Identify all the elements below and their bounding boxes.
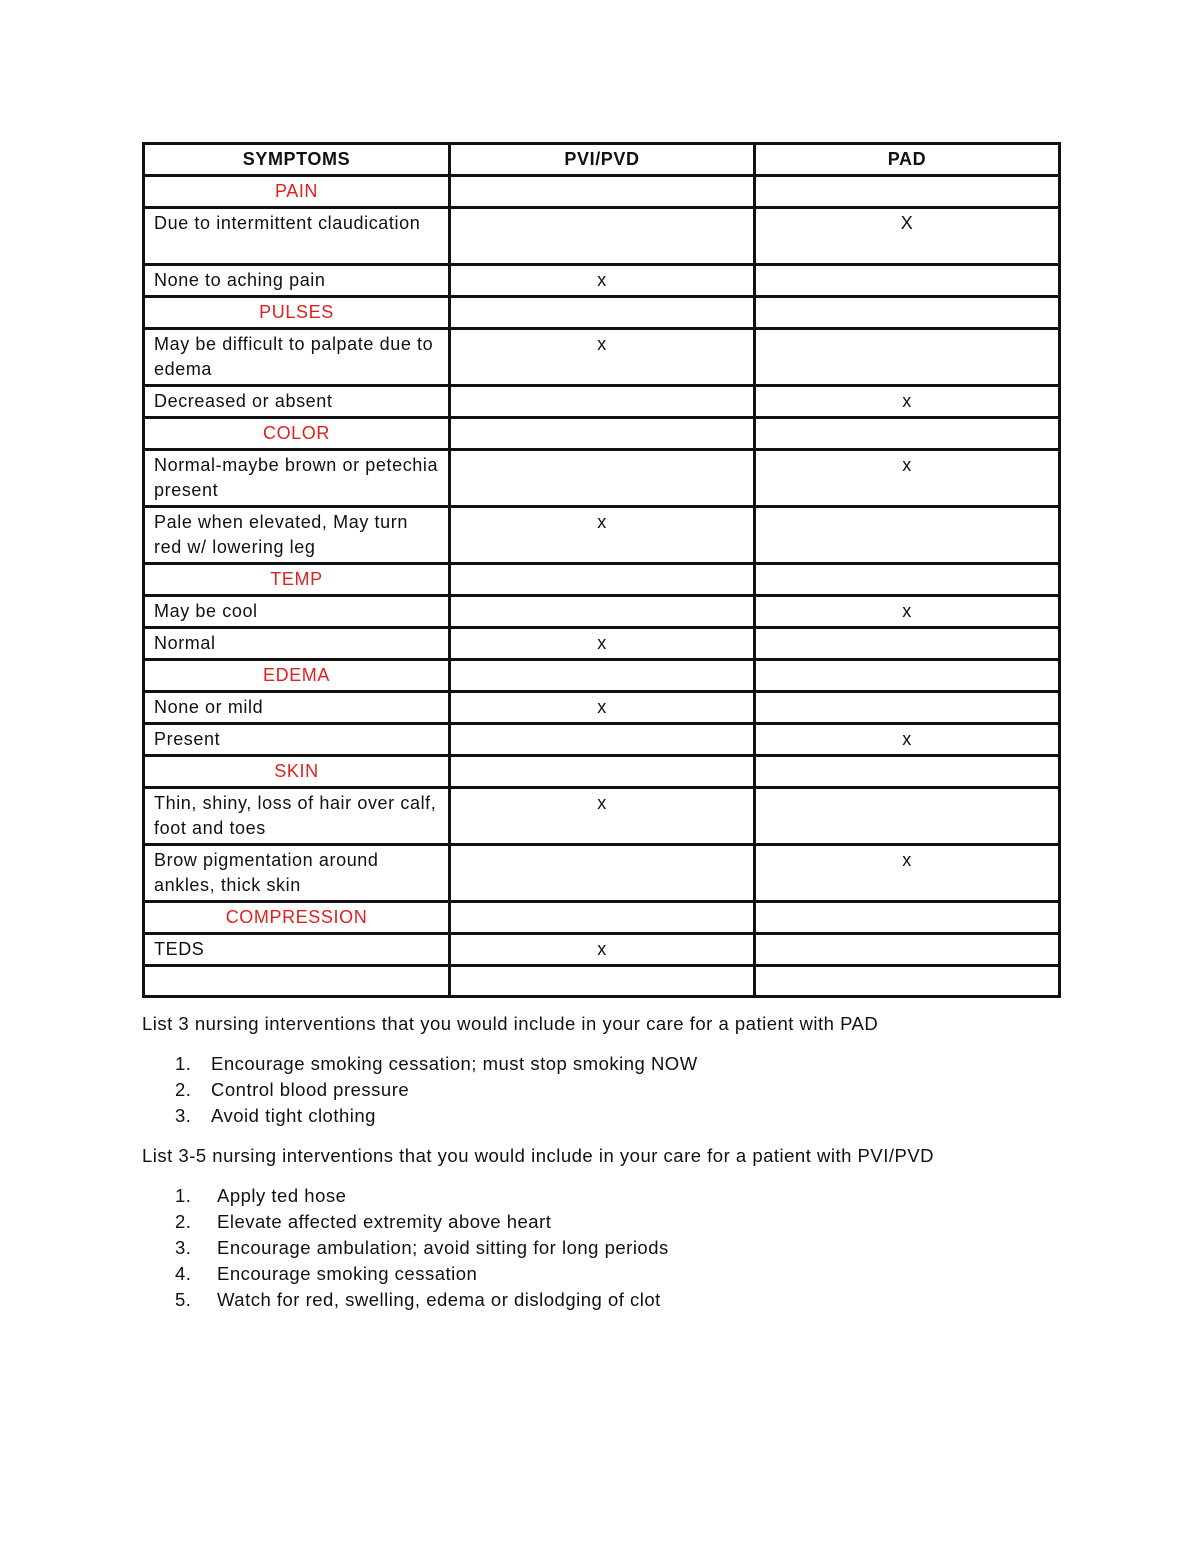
pad-mark-cell [755,692,1060,724]
table-row [144,692,1060,724]
list-item [142,1103,1102,1129]
empty-cell [755,418,1060,450]
pad-mark-cell: x [755,450,1060,507]
pvi-mark-cell: x [450,788,755,845]
empty-cell [450,176,755,208]
empty-cell [450,756,755,788]
pad-mark-cell: x [755,724,1060,756]
pad-mark-cell [755,788,1060,845]
pad-mark-cell [755,329,1060,386]
list-item [142,1261,1102,1287]
pvi-mark-cell [450,845,755,902]
symptom-cell: May be difficult to palpate due to edema [144,329,450,386]
pvi-mark-cell: x [450,628,755,660]
list-text: Watch for red, swelling, edema or dislodging of clot [217,1289,661,1310]
table-body [144,176,1060,997]
empty-cell [450,297,755,329]
pvi-mark-cell [450,386,755,418]
empty-cell [450,660,755,692]
empty-cell [450,902,755,934]
empty-cell [755,756,1060,788]
table-row [144,596,1060,628]
list-number: 3. [175,1237,192,1258]
table-header-row [144,144,1060,176]
pad-interventions-list [142,1051,1102,1129]
empty-cell [755,297,1060,329]
empty-cell [450,418,755,450]
list-item [142,1077,1102,1103]
symptom-cell: Thin, shiny, loss of hair over calf, foot and toes [144,788,450,845]
category-row [144,564,1060,596]
pad-mark-cell [755,966,1060,997]
pvi-interventions-list [142,1183,1102,1313]
pad-prompt: List 3 nursing interventions that you would include in your care for a patient with PAD [142,1013,879,1034]
list-item [142,1183,1102,1209]
empty-cell [755,902,1060,934]
list-item [142,1051,1102,1077]
table-row [144,450,1060,507]
pvi-mark-cell [450,208,755,265]
category-label: EDEMA [144,660,450,692]
symptom-cell: TEDS [144,934,450,966]
pvi-mark-cell [450,724,755,756]
list-number: 1. [175,1185,192,1206]
symptom-cell: Normal-maybe brown or petechia present [144,450,450,507]
header-symptoms: SYMPTOMS [144,144,450,176]
symptom-cell [144,966,450,997]
symptoms-table [142,142,1061,998]
pvi-mark-cell: x [450,329,755,386]
category-label: COLOR [144,418,450,450]
table-row [144,934,1060,966]
empty-cell [755,660,1060,692]
category-row [144,418,1060,450]
symptom-cell: Decreased or absent [144,386,450,418]
empty-cell [755,564,1060,596]
category-label: PULSES [144,297,450,329]
symptom-cell: Pale when elevated, May turn red w/ lowering leg [144,507,450,564]
category-row [144,176,1060,208]
pvi-mark-cell [450,596,755,628]
pad-mark-cell [755,507,1060,564]
pvi-prompt: List 3-5 nursing interventions that you would include in your care for a patient with PVI/PVD [142,1145,935,1166]
list-text: Encourage ambulation; avoid sitting for long periods [217,1237,669,1258]
symptom-cell: None to aching pain [144,265,450,297]
interventions-section [142,1011,1102,1327]
table-row [144,329,1060,386]
list-number: 2. [175,1211,192,1232]
pvi-mark-cell: x [450,934,755,966]
symptom-cell: Normal [144,628,450,660]
empty-cell [450,564,755,596]
pad-mark-cell [755,628,1060,660]
pvi-mark-cell: x [450,692,755,724]
pvi-mark-cell: x [450,507,755,564]
pad-mark-cell: x [755,845,1060,902]
list-number: 3. [175,1105,192,1126]
list-number: 1. [175,1053,192,1074]
category-label: PAIN [144,176,450,208]
list-text: Apply ted hose [217,1185,347,1206]
table-row [144,845,1060,902]
list-text: Encourage smoking cessation; must stop smoking NOW [211,1053,698,1074]
symptom-cell: None or mild [144,692,450,724]
pad-mark-cell [755,934,1060,966]
list-text: Elevate affected extremity above heart [217,1211,552,1232]
list-text: Encourage smoking cessation [217,1263,478,1284]
pad-mark-cell: x [755,596,1060,628]
list-text: Control blood pressure [211,1079,410,1100]
pad-mark-cell: x [755,386,1060,418]
category-label: COMPRESSION [144,902,450,934]
table-row [144,628,1060,660]
table-row [144,788,1060,845]
list-item [142,1235,1102,1261]
symptom-cell: May be cool [144,596,450,628]
list-item [142,1287,1102,1313]
pvi-mark-cell: x [450,265,755,297]
list-number: 5. [175,1289,192,1310]
category-row [144,297,1060,329]
category-row [144,902,1060,934]
symptom-cell: Present [144,724,450,756]
pvi-mark-cell [450,966,755,997]
empty-cell [755,176,1060,208]
table-row [144,386,1060,418]
table-row [144,966,1060,997]
pvi-mark-cell [450,450,755,507]
pad-mark-cell: X [755,208,1060,265]
header-pad: PAD [755,144,1060,176]
symptom-cell: Due to intermittent claudication [144,208,450,265]
table-row [144,208,1060,265]
pad-mark-cell [755,265,1060,297]
symptom-cell: Brow pigmentation around ankles, thick skin [144,845,450,902]
list-number: 2. [175,1079,192,1100]
category-row [144,756,1060,788]
list-item [142,1209,1102,1235]
table-row [144,724,1060,756]
category-label: TEMP [144,564,450,596]
list-number: 4. [175,1263,192,1284]
header-pvi-pvd: PVI/PVD [450,144,755,176]
table-row [144,507,1060,564]
category-label: SKIN [144,756,450,788]
list-text: Avoid tight clothing [211,1105,376,1126]
category-row [144,660,1060,692]
table-row [144,265,1060,297]
